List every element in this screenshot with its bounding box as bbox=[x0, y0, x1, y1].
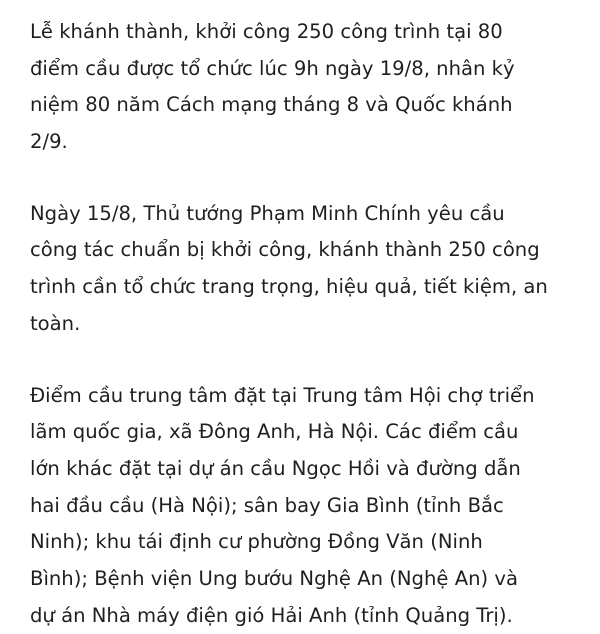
text-line: công tác chuẩn bị khởi công, khánh thành 250 công bbox=[30, 232, 582, 269]
paragraph-ceremony bbox=[30, 14, 582, 161]
text-line: Lễ khánh thành, khởi công 250 công trình tại 80 bbox=[30, 14, 582, 51]
text-line: hai đầu cầu (Hà Nội); sân bay Gia Bình (tỉnh Bắc bbox=[30, 488, 582, 525]
text-line: Điểm cầu trung tâm đặt tại Trung tâm Hội chợ triển bbox=[30, 378, 582, 415]
text-line: lãm quốc gia, xã Đông Anh, Hà Nội. Các điểm cầu bbox=[30, 414, 582, 451]
text-line: 2/9. bbox=[30, 124, 582, 161]
text-line: dự án Nhà máy điện gió Hải Anh (tỉnh Quảng Trị). bbox=[30, 598, 582, 634]
text-line: lớn khác đặt tại dự án cầu Ngọc Hồi và đường dẫn bbox=[30, 451, 582, 488]
text-line: trình cần tổ chức trang trọng, hiệu quả, tiết kiệm, an bbox=[30, 269, 582, 306]
text-line: niệm 80 năm Cách mạng tháng 8 và Quốc khánh bbox=[30, 87, 582, 124]
text-line: Ngày 15/8, Thủ tướng Phạm Minh Chính yêu cầu bbox=[30, 196, 582, 233]
paragraph-prime-minister bbox=[30, 196, 582, 343]
text-line: toàn. bbox=[30, 306, 582, 343]
text-line: Bình); Bệnh viện Ung bướu Nghệ An (Nghệ An) và bbox=[30, 561, 582, 598]
paragraph-bridge-points bbox=[30, 378, 582, 634]
text-line: điểm cầu được tổ chức lúc 9h ngày 19/8, nhân kỷ bbox=[30, 51, 582, 88]
text-line: Ninh); khu tái định cư phường Đồng Văn (Ninh bbox=[30, 524, 582, 561]
